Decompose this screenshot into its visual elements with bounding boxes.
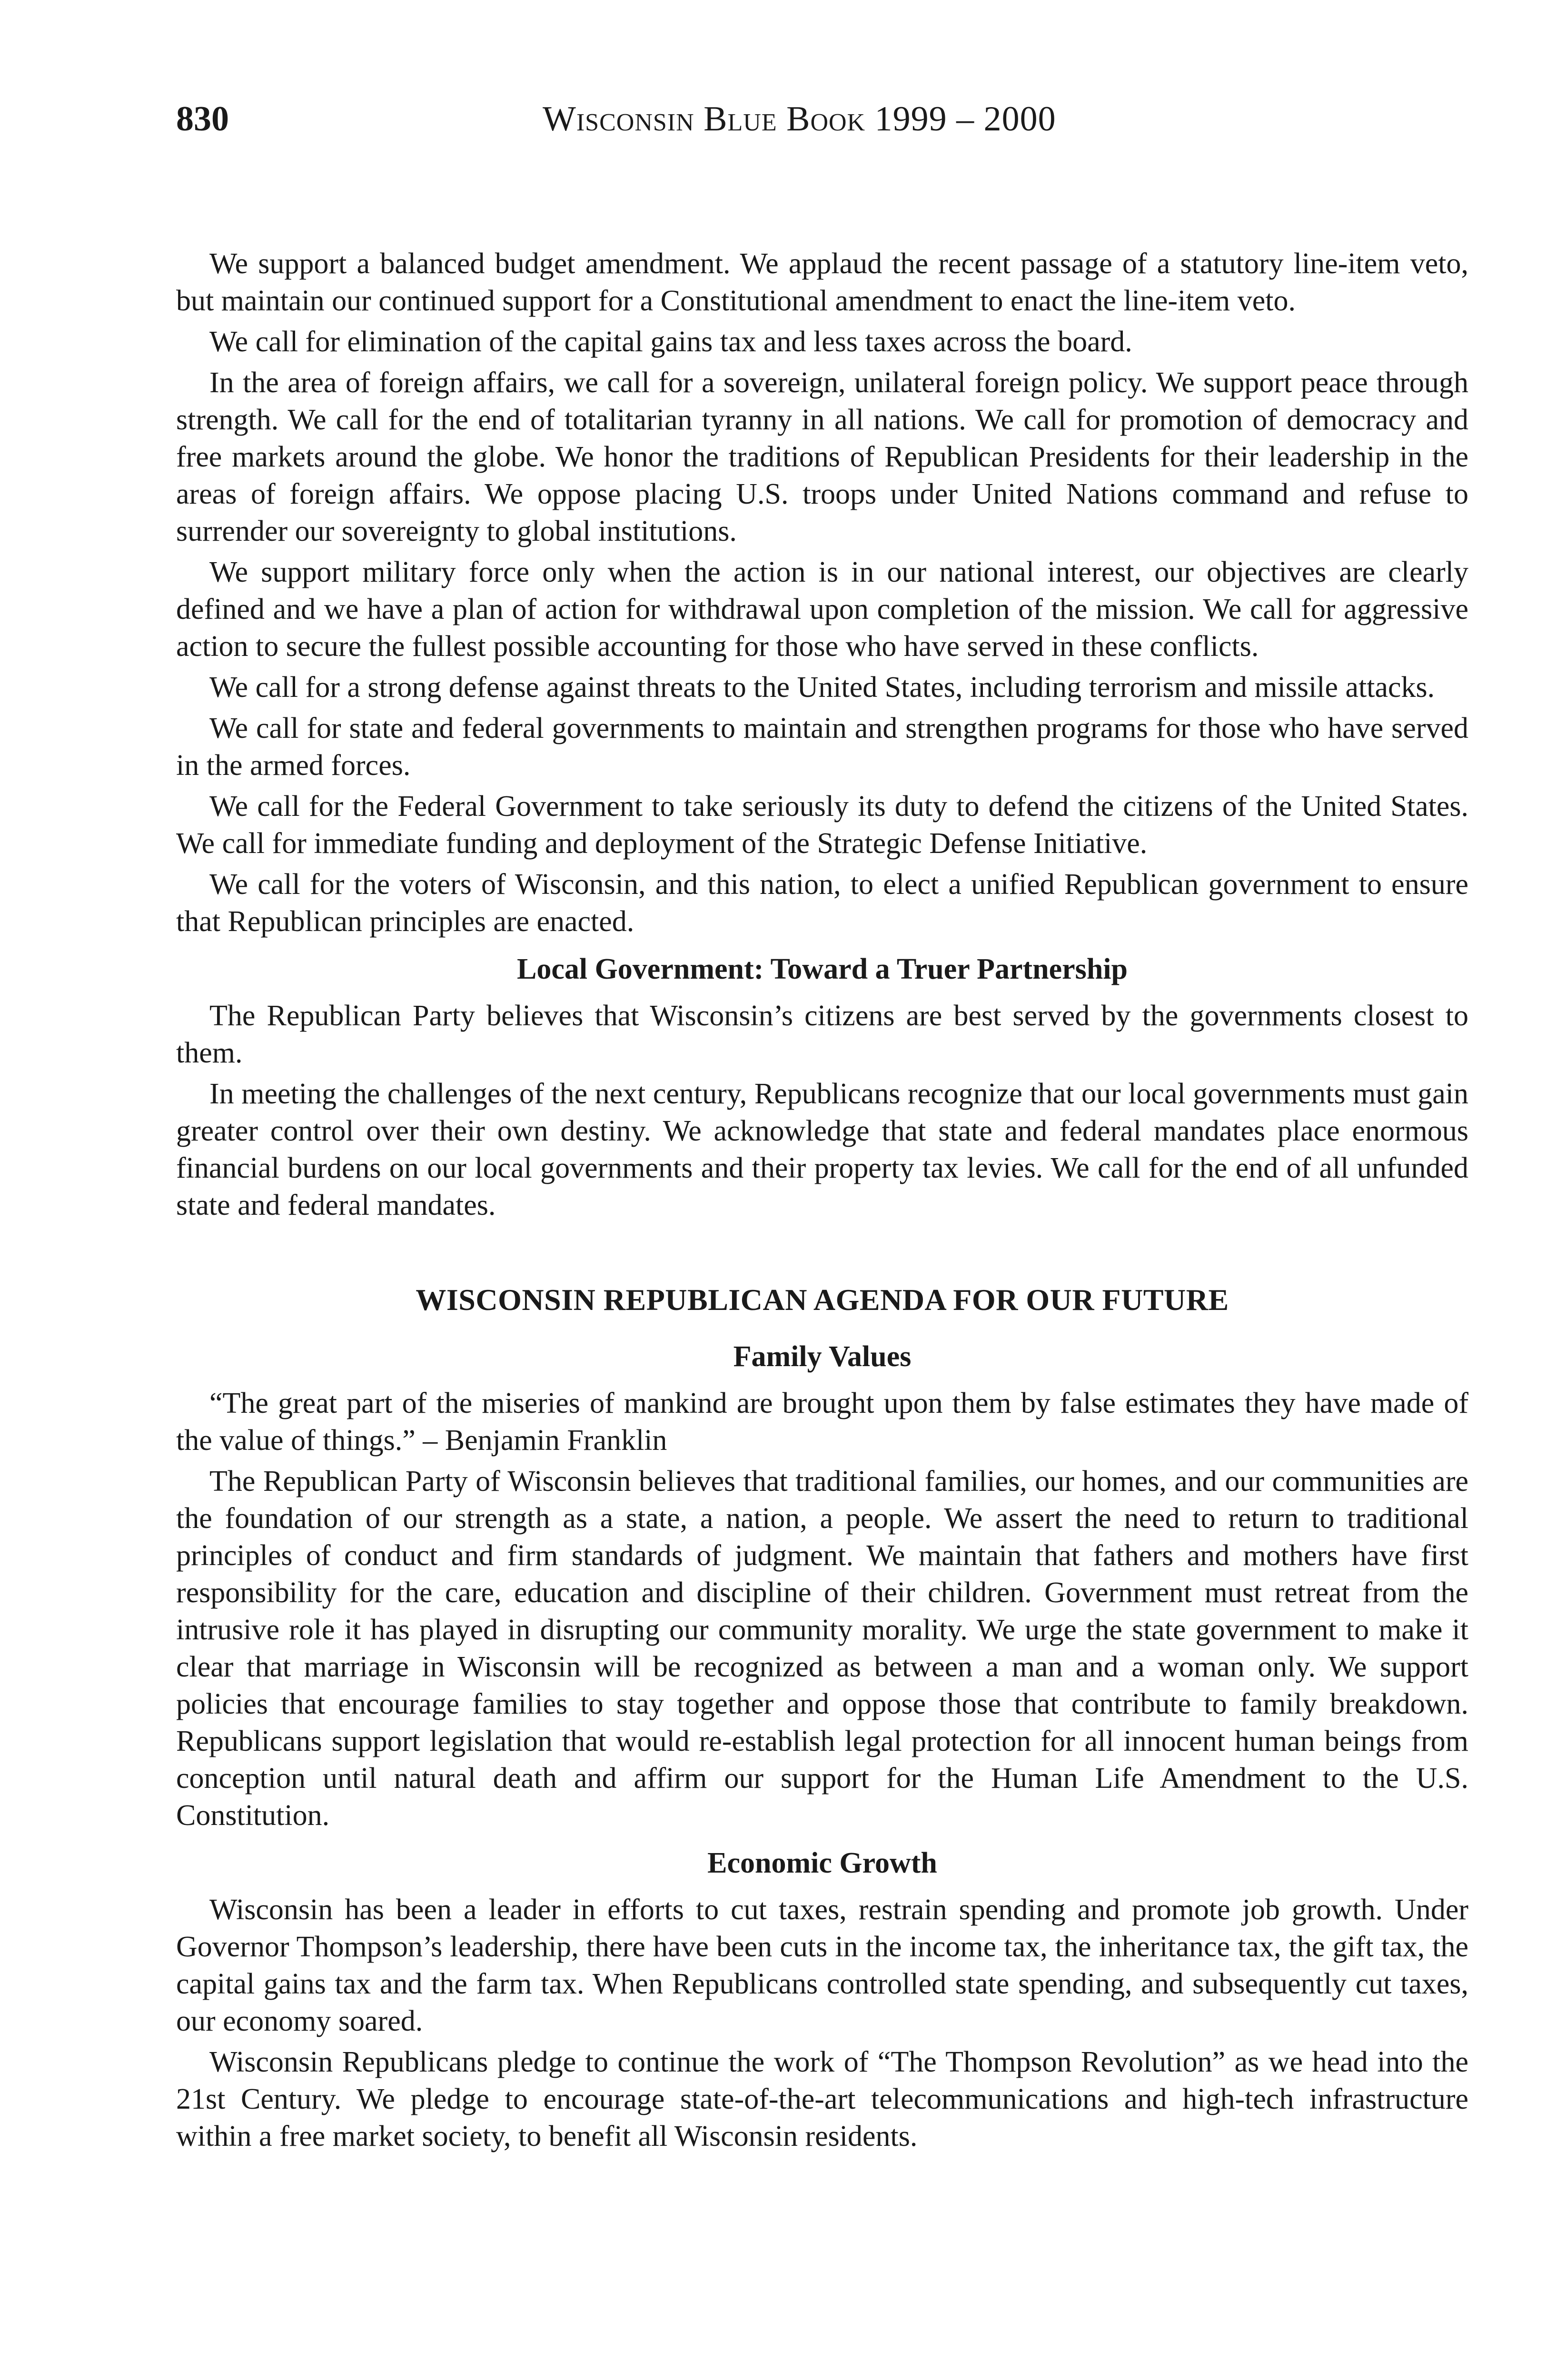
paragraph: We call for a strong defense against threats to the United States, including terrorism and missile attacks. <box>209 671 1435 704</box>
paragraph: We call for the Federal Government to take seriously its duty to defend the citizens of the United States. We call for immediate funding and deployment of the Strategic Defense Initiative. <box>176 790 1468 860</box>
paragraph: In the area of foreign affairs, we call for a sovereign, unilateral foreign policy. We support peace through strength. We call for the end of totalitarian tyranny in all nations. We call for promotion of democracy and free markets around the globe. We honor the traditions of Republican Presidents for their leadership in the areas of foreign affairs. We oppose placing U.S. troops under United Nations command and refuse to surrender our sovereignty to global institutions. <box>176 367 1468 547</box>
page-number: 830 <box>176 99 229 139</box>
paragraph: In meeting the challenges of the next century, Republicans recognize that our local governments must gain greater control over their own destiny. We acknowledge that state and federal mandates place enormous financial burdens on our local governments and their property tax levies. We call for the end of all unfunded state and federal mandates. <box>176 1078 1468 1221</box>
page-body <box>176 245 1468 2159</box>
paragraph: We call for state and federal governments to maintain and strengthen programs for those who have served in the armed forces. <box>176 712 1468 782</box>
paragraph: The Republican Party believes that Wisconsin’s citizens are best served by the governments closest to them. <box>176 1000 1468 1069</box>
paragraph: The Republican Party of Wisconsin believes that traditional families, our homes, and our communities are the foundation of our strength as a state, a nation, a people. We assert the need to return to traditional principles of conduct and firm standards of judgment. We maintain that fathers and mothers have first responsibility for the care, education and discipline of their children. Government must retreat from the intrusive role it has played in disrupting our community morality. We urge the state government to make it clear that marriage in Wisconsin will be recognized as between a man and a woman only. We support policies that encourage families to stay together and oppose those that contribute to family breakdown. Republicans support legislation that would re-establish legal protection for all innocent human beings from conception until natural death and affirm our support for the Human Life Amendment to the U.S. Constitution. <box>176 1465 1468 1832</box>
running-head <box>176 98 1285 140</box>
section-heading-economic-growth: Economic Growth <box>707 1847 937 1879</box>
paragraph: We support military force only when the action is in our national interest, our objectives are clearly defined and we have a plan of action for withdrawal upon completion of the mission. We call for aggressive action to secure the fullest possible accounting for those who have served in these conflicts. <box>176 556 1468 663</box>
section-heading-local-government: Local Government: Toward a Truer Partnership <box>516 953 1128 985</box>
quote-paragraph: “The great part of the miseries of mankind are brought upon them by false estimates they have made of the value of things.” – Benjamin Franklin <box>176 1387 1468 1457</box>
agenda-heading: WISCONSIN REPUBLICAN AGENDA FOR OUR FUTURE <box>416 1283 1229 1317</box>
paragraph: We call for the voters of Wisconsin, and this nation, to elect a unified Republican government to ensure that Republican principles are enacted. <box>176 868 1468 938</box>
paragraph: Wisconsin Republicans pledge to continue the work of “The Thompson Revolution” as we head into the 21st Century. We pledge to encourage state-of-the-art telecommunications and high-tech infrastructure within a free market society, to benefit all Wisconsin residents. <box>176 2046 1468 2152</box>
section-heading-family-values: Family Values <box>733 1340 912 1373</box>
book-title: Wisconsin Blue Book 1999 – 2000 <box>543 99 1056 139</box>
paragraph: Wisconsin has been a leader in efforts to cut taxes, restrain spending and promote job growth. Under Governor Thompson’s leadership, there have been cuts in the income tax, the inheritance tax, the gift tax, the capital gains tax and the farm tax. When Republicans controlled state spending, and subsequently cut taxes, our economy soared. <box>176 1894 1468 2037</box>
paragraph: We call for elimination of the capital gains tax and less taxes across the board. <box>209 326 1132 358</box>
paragraph: We support a balanced budget amendment. We applaud the recent passage of a statutory line-item veto, but maintain our continued support for a Constitutional amendment to enact the line-item veto. <box>176 248 1468 317</box>
